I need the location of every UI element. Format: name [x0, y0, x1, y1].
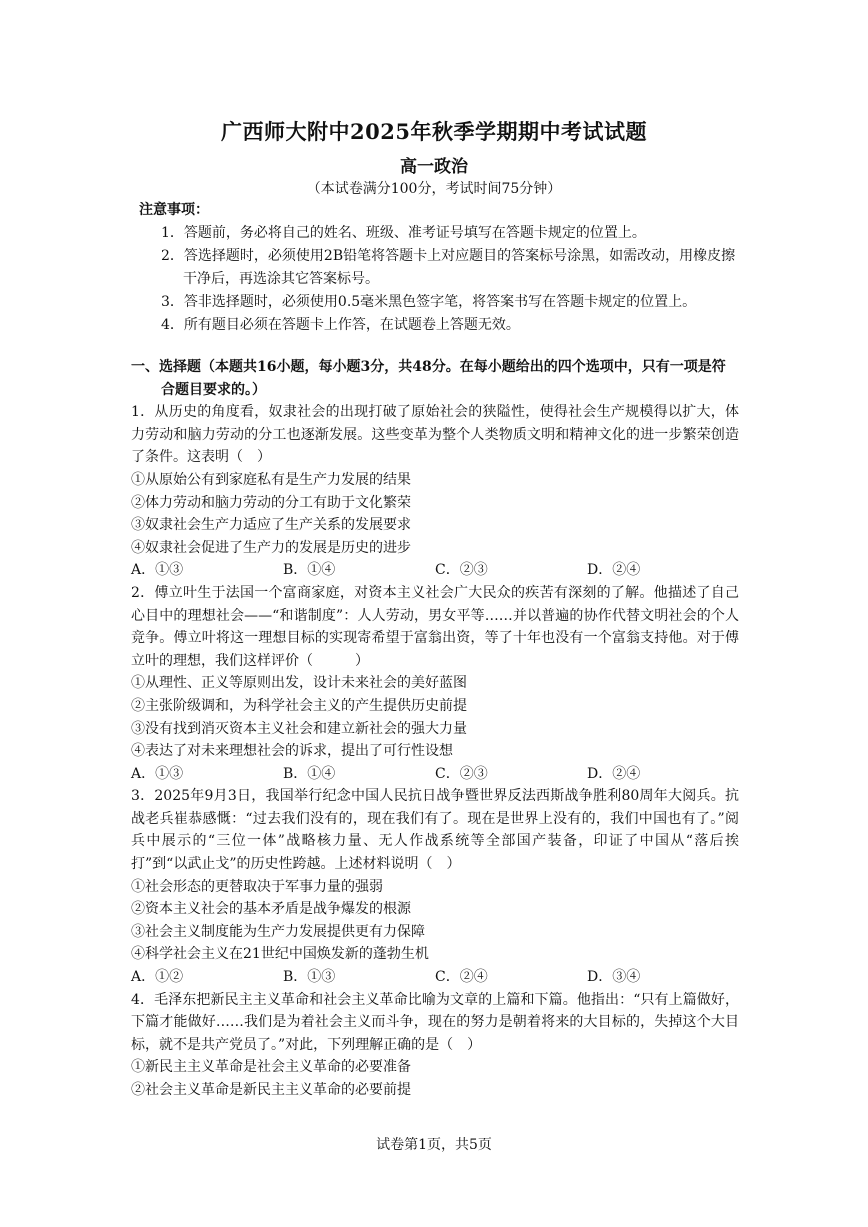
- choice-d: D．②④: [587, 562, 641, 579]
- note-item: 1．答题前，务必将自己的姓名、班级、准考证号填写在答题卡规定的位置上。: [161, 225, 646, 241]
- choice-row: [131, 763, 739, 786]
- choice-a: A．①③: [131, 765, 184, 782]
- choice-b: B．①③: [283, 969, 336, 986]
- section-heading: 一、选择题（本题共16小题，每小题3分，共48分。在每小题给出的四个选项中，只有一项是符合题目要求的。）: [131, 359, 726, 398]
- statement: ④表达了对未来理想社会的诉求，提出了可行性设想: [131, 743, 453, 760]
- note-item: 3．答非选择题时，必须使用0.5毫米黑色签字笔，将答案书写在答题卡规定的位置上。: [161, 294, 697, 310]
- question-2: [131, 582, 739, 785]
- statement: ①新民主主义革命是社会主义革命的必要准备: [131, 1059, 411, 1076]
- statement: ④奴隶社会促进了生产力的发展是历史的进步: [131, 539, 411, 556]
- choice-b: B．①④: [283, 562, 336, 579]
- statement: ③社会主义制度能为生产力发展提供更有力保障: [131, 923, 425, 940]
- choice-b: B．①④: [283, 765, 336, 782]
- question-stem: 4．毛泽东把新民主主义革命和社会主义革命比喻为文章的上篇和下篇。他指出：“只有上篇做好，下篇才能做好……我们是为着社会主义而斗争，现在的努力是朝着将来的大目标的，失掉这个大目标，就不是共产党员了。”对此，下列理解正确的是（ ）: [131, 991, 739, 1053]
- statement: ①社会形态的更替取决于军事力量的强弱: [131, 878, 383, 895]
- choice-c: C．②④: [435, 969, 488, 986]
- note-item: 4．所有题目必须在答题卡上作答，在试题卷上答题无效。: [161, 317, 520, 333]
- question-1: [131, 401, 739, 582]
- statement: ①从理性、正义等原则出发，设计未来社会的美好蓝图: [131, 675, 467, 692]
- statement: ①从原始公有到家庭私有是生产力发展的结果: [131, 471, 411, 488]
- page-footer: 试卷第1页，共5页: [376, 1137, 492, 1153]
- statement: ②资本主义社会的基本矛盾是战争爆发的根源: [131, 901, 411, 918]
- question-stem: 3．2025年9月3日，我国举行纪念中国人民抗日战争暨世界反法西斯战争胜利80周年大阅兵。抗战老兵崔恭感慨：“过去我们没有的，现在我们有了。现在是世界上没有的，我们中国也有了。”阅兵中展示的“三位一体”战略核力量、无人作战系统等全部国产装备，印证了中国从“落后挨打”到“以武止戈”的历史性跨越。上述材料说明（ ）: [131, 788, 739, 873]
- choice-row: [131, 559, 739, 582]
- choice-d: D．②④: [587, 765, 641, 782]
- choice-c: C．②③: [435, 765, 488, 782]
- choice-d: D．③④: [587, 969, 641, 986]
- statement: ③奴隶社会生产力适应了生产关系的发展要求: [131, 517, 411, 534]
- statement: ④科学社会主义在21世纪中国焕发新的蓬勃生机: [131, 946, 429, 963]
- exam-body: [131, 356, 739, 1102]
- notes-heading: 注意事项：: [139, 202, 209, 218]
- statement: ②主张阶级调和，为科学社会主义的产生提供历史前提: [131, 697, 467, 714]
- question-4: [131, 989, 739, 1102]
- exam-meta: （本试卷满分100分，考试时间75分钟）: [306, 181, 562, 197]
- note-item: 2．答选择题时，必须使用2B铅笔将答题卡上对应题目的答案标号涂黑，如需改动，用橡皮擦干净后，再选涂其它答案标号。: [161, 248, 736, 287]
- exam-title: 广西师大附中2025年秋季学期期中考试试题: [221, 119, 647, 144]
- notes-block: [139, 199, 749, 337]
- statement: ③没有找到消灭资本主义社会和建立新社会的强大力量: [131, 720, 467, 737]
- question-stem: 2．傅立叶生于法国一个富商家庭，对资本主义社会广大民众的疾苦有深刻的了解。他描述了自己心目中的理想社会——“和谐制度”：人人劳动，男女平等……并以普遍的协作代替文明社会的个人竞争。傅立叶将这一理想目标的实现寄希望于富翁出资，等了十年也没有一个富翁支持他。对于傅立叶的理想，我们这样评价（ ）: [131, 584, 739, 669]
- statement: ②社会主义革命是新民主主义革命的必要前提: [131, 1082, 411, 1098]
- statement: ②体力劳动和脑力劳动的分工有助于文化繁荣: [131, 494, 411, 511]
- question-stem: 1．从历史的角度看，奴隶社会的出现打破了原始社会的狭隘性，使得社会生产规模得以扩大，体力劳动和脑力劳动的分工也逐渐发展。这些变革为整个人类物质文明和精神文化的进一步繁荣创造了条件。这表明（ ）: [131, 404, 739, 466]
- choice-a: A．①③: [131, 562, 184, 579]
- choice-c: C．②③: [435, 562, 488, 579]
- choice-a: A．①②: [131, 969, 184, 986]
- choice-row: [131, 966, 739, 989]
- exam-subject: 高一政治: [400, 157, 468, 177]
- question-3: [131, 785, 739, 988]
